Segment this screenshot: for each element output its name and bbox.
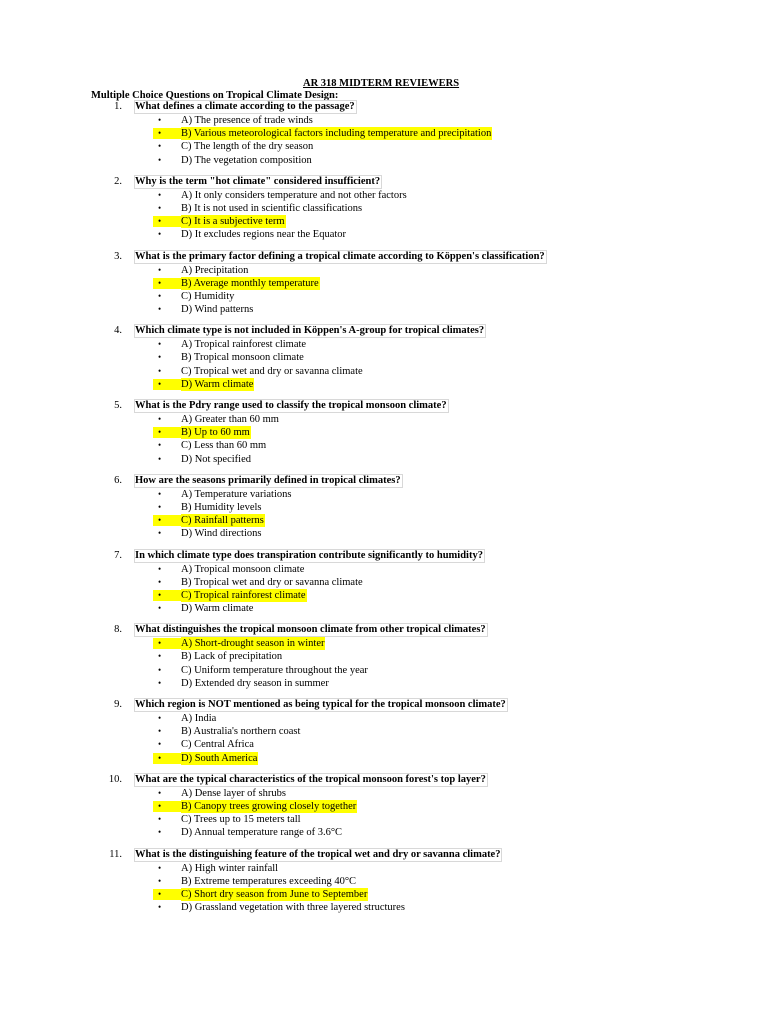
question-text: How are the seasons primarily defined in tropical climates?	[135, 474, 401, 486]
answer-option	[0, 189, 768, 202]
option-text: A) Temperature variations	[181, 488, 292, 500]
option-text: C) Rainfall patterns	[181, 515, 264, 527]
answer-option	[0, 338, 768, 351]
bullet-icon: •	[158, 589, 162, 600]
question-header	[0, 101, 768, 114]
answer-option	[0, 862, 768, 875]
bullet-icon: •	[158, 141, 162, 152]
answer-option	[0, 439, 768, 452]
option-text: B) Tropical monsoon climate	[181, 352, 304, 364]
option-text: D) Wind patterns	[181, 304, 254, 316]
option-text: A) Tropical monsoon climate	[181, 563, 305, 575]
bullet-icon: •	[158, 414, 162, 424]
bullet-icon: •	[158, 216, 162, 227]
answer-option-highlighted	[0, 426, 768, 439]
question-number: 7.	[114, 549, 122, 561]
bullet-icon: •	[158, 862, 162, 873]
answer-option	[0, 228, 768, 241]
bullet-icon: •	[158, 827, 162, 838]
question-number: 1.	[114, 101, 122, 112]
bullet-icon: •	[158, 787, 162, 798]
option-text: A) Greater than 60 mm	[181, 414, 279, 425]
bullet-icon: •	[158, 501, 162, 512]
bullet-icon: •	[158, 189, 162, 200]
option-text: A) Dense layer of shrubs	[181, 787, 286, 799]
option-text: C) It is a subjective term	[181, 216, 285, 228]
bullet-icon: •	[158, 339, 162, 350]
answer-option	[0, 664, 768, 677]
option-text: A) Tropical rainforest climate	[181, 339, 307, 351]
answer-option	[0, 290, 768, 303]
answer-option	[0, 351, 768, 364]
bullet-icon: •	[158, 888, 162, 899]
option-text: D) Warm climate	[181, 378, 254, 390]
option-text: A) It only considers temperature and not other factors	[181, 189, 407, 201]
option-text: C) Tropical wet and dry or savanna climate	[181, 365, 363, 377]
question-item	[0, 550, 768, 616]
question-text: What distinguishes the tropical monsoon climate from other tropical climates?	[135, 624, 486, 636]
option-text: C) Humidity	[181, 290, 235, 302]
option-text: C) Short dry season from June to September	[181, 888, 368, 900]
question-item	[0, 101, 768, 167]
question-number: 8.	[114, 624, 122, 636]
option-text: D) Extended dry season in summer	[181, 677, 329, 689]
answer-option-highlighted	[0, 378, 768, 391]
answer-option-highlighted	[0, 127, 768, 140]
bullet-icon: •	[158, 603, 162, 614]
bullet-icon: •	[158, 800, 162, 811]
option-text: C) The length of the dry season	[181, 141, 314, 153]
option-text: B) Australia's northern coast	[181, 726, 301, 738]
bullet-icon: •	[158, 651, 162, 662]
answer-option	[0, 677, 768, 690]
bullet-icon: •	[158, 488, 162, 499]
answer-option	[0, 725, 768, 738]
answer-option-highlighted	[0, 752, 768, 765]
bullet-icon: •	[158, 202, 162, 213]
question-header	[0, 325, 768, 338]
question-header	[0, 849, 768, 862]
answer-option	[0, 738, 768, 751]
option-text: C) Trees up to 15 meters tall	[181, 814, 301, 826]
bullet-icon: •	[158, 229, 162, 240]
option-text: A) Precipitation	[181, 264, 249, 276]
bullet-icon: •	[158, 264, 162, 275]
answer-option	[0, 826, 768, 839]
answer-option	[0, 650, 768, 663]
bullet-icon: •	[158, 563, 162, 574]
answer-option	[0, 202, 768, 215]
answer-option	[0, 488, 768, 501]
bullet-icon: •	[158, 752, 162, 763]
bullet-icon: •	[158, 664, 162, 675]
answer-option	[0, 712, 768, 725]
question-header	[0, 475, 768, 488]
option-text: D) South America	[181, 752, 258, 764]
answer-option-highlighted	[0, 514, 768, 527]
question-text: What are the typical characteristics of the tropical monsoon forest's top layer?	[135, 773, 486, 785]
bullet-icon: •	[158, 440, 162, 451]
option-text: A) High winter rainfall	[181, 862, 279, 874]
answer-option	[0, 563, 768, 576]
option-text: B) Humidity levels	[181, 501, 262, 513]
question-number: 9.	[114, 699, 122, 710]
bullet-icon: •	[158, 902, 162, 913]
answer-option	[0, 901, 768, 914]
bullet-icon: •	[158, 677, 162, 688]
bullet-icon: •	[158, 128, 162, 139]
answer-option	[0, 365, 768, 378]
answer-option	[0, 303, 768, 316]
bullet-icon: •	[158, 528, 162, 539]
bullet-icon: •	[158, 814, 162, 825]
document-title: AR 318 MIDTERM REVIEWERS	[303, 78, 460, 89]
bullet-icon: •	[158, 115, 162, 125]
question-text: What is the distinguishing feature of the tropical wet and dry or savanna climate?	[135, 848, 501, 860]
option-text: B) Average monthly temperature	[181, 277, 319, 289]
question-item	[0, 400, 768, 466]
question-number: 11.	[109, 848, 122, 860]
bullet-icon: •	[158, 352, 162, 363]
option-text: B) Canopy trees growing closely together	[181, 800, 357, 812]
answer-option	[0, 264, 768, 277]
option-text: C) Central Africa	[181, 739, 254, 751]
question-header	[0, 251, 768, 264]
question-text: What is the Pdry range used to classify the tropical monsoon climate?	[135, 400, 447, 411]
answer-option	[0, 875, 768, 888]
option-text: D) It excludes regions near the Equator	[181, 229, 347, 241]
option-text: C) Uniform temperature throughout the year	[181, 664, 368, 676]
option-text: D) Not specified	[181, 453, 251, 465]
option-text: D) Warm climate	[181, 603, 254, 615]
option-text: B) Tropical wet and dry or savanna climate	[181, 576, 363, 588]
question-header	[0, 400, 768, 413]
option-text: D) The vegetation composition	[181, 154, 312, 166]
option-text: C) Tropical rainforest climate	[181, 589, 306, 601]
bullet-icon: •	[158, 277, 162, 288]
question-item	[0, 774, 768, 840]
bullet-icon: •	[158, 576, 162, 587]
answer-option	[0, 453, 768, 466]
option-text: D) Wind directions	[181, 528, 262, 540]
answer-option-highlighted	[0, 215, 768, 228]
question-item	[0, 699, 768, 765]
question-text: In which climate type does transpiration contribute significantly to humidity?	[135, 549, 483, 561]
answer-option-highlighted	[0, 637, 768, 650]
option-text: B) Up to 60 mm	[181, 427, 250, 439]
question-number: 10.	[108, 773, 122, 785]
bullet-icon: •	[158, 875, 162, 886]
option-text: C) Less than 60 mm	[181, 440, 267, 452]
bullet-icon: •	[158, 365, 162, 376]
bullet-icon: •	[158, 453, 162, 464]
answer-option-highlighted	[0, 589, 768, 602]
option-text: A) Short-drought season in winter	[181, 638, 325, 650]
option-text: D) Grassland vegetation with three layered structures	[181, 902, 405, 914]
bullet-icon: •	[158, 304, 162, 315]
answer-option-highlighted	[0, 888, 768, 901]
option-text: B) Various meteorological factors including temperature and precipitation	[181, 128, 492, 140]
option-text: D) Annual temperature range of 3.6°C	[181, 827, 343, 839]
question-header	[0, 550, 768, 563]
question-number: 2.	[114, 175, 122, 187]
bullet-icon: •	[158, 378, 162, 389]
question-item	[0, 176, 768, 242]
question-text: What is the primary factor defining a tropical climate according to Köppen's classification?	[135, 250, 545, 262]
option-text: B) Lack of precipitation	[181, 651, 283, 663]
question-text: What defines a climate according to the passage?	[135, 101, 355, 112]
question-item	[0, 849, 768, 915]
question-text: Why is the term "hot climate" considered insufficient?	[135, 175, 381, 187]
option-text: A) The presence of trade winds	[181, 115, 313, 126]
answer-option	[0, 813, 768, 826]
answer-option	[0, 787, 768, 800]
option-text: B) Extreme temperatures exceeding 40°C	[181, 875, 357, 887]
bullet-icon: •	[158, 154, 162, 165]
bullet-icon: •	[158, 427, 162, 438]
question-item	[0, 624, 768, 690]
answer-option	[0, 154, 768, 167]
answer-option-highlighted	[0, 800, 768, 813]
document-subtitle: Multiple Choice Questions on Tropical Climate Design:	[91, 90, 339, 101]
answer-option	[0, 527, 768, 540]
option-text: A) India	[181, 713, 217, 724]
question-item	[0, 475, 768, 541]
question-number: 5.	[114, 400, 122, 411]
bullet-icon: •	[158, 290, 162, 301]
bullet-icon: •	[158, 638, 162, 649]
question-number: 4.	[114, 325, 122, 337]
question-item	[0, 251, 768, 317]
bullet-icon: •	[158, 713, 162, 723]
answer-option	[0, 114, 768, 127]
answer-option	[0, 602, 768, 615]
question-header	[0, 624, 768, 637]
answer-option	[0, 140, 768, 153]
bullet-icon: •	[158, 726, 162, 737]
answer-option-highlighted	[0, 277, 768, 290]
question-text: Which climate type is not included in Köppen's A-group for tropical climates?	[135, 325, 485, 337]
question-item	[0, 325, 768, 391]
bullet-icon: •	[158, 515, 162, 526]
question-header	[0, 699, 768, 712]
answer-option	[0, 413, 768, 426]
question-text: Which region is NOT mentioned as being typical for the tropical monsoon climate?	[135, 699, 506, 710]
question-header	[0, 176, 768, 189]
answer-option	[0, 576, 768, 589]
bullet-icon: •	[158, 739, 162, 750]
question-number: 6.	[114, 474, 122, 486]
question-header	[0, 774, 768, 787]
question-list	[0, 101, 768, 923]
answer-option	[0, 501, 768, 514]
question-number: 3.	[114, 250, 122, 262]
option-text: B) It is not used in scientific classifications	[181, 202, 363, 214]
